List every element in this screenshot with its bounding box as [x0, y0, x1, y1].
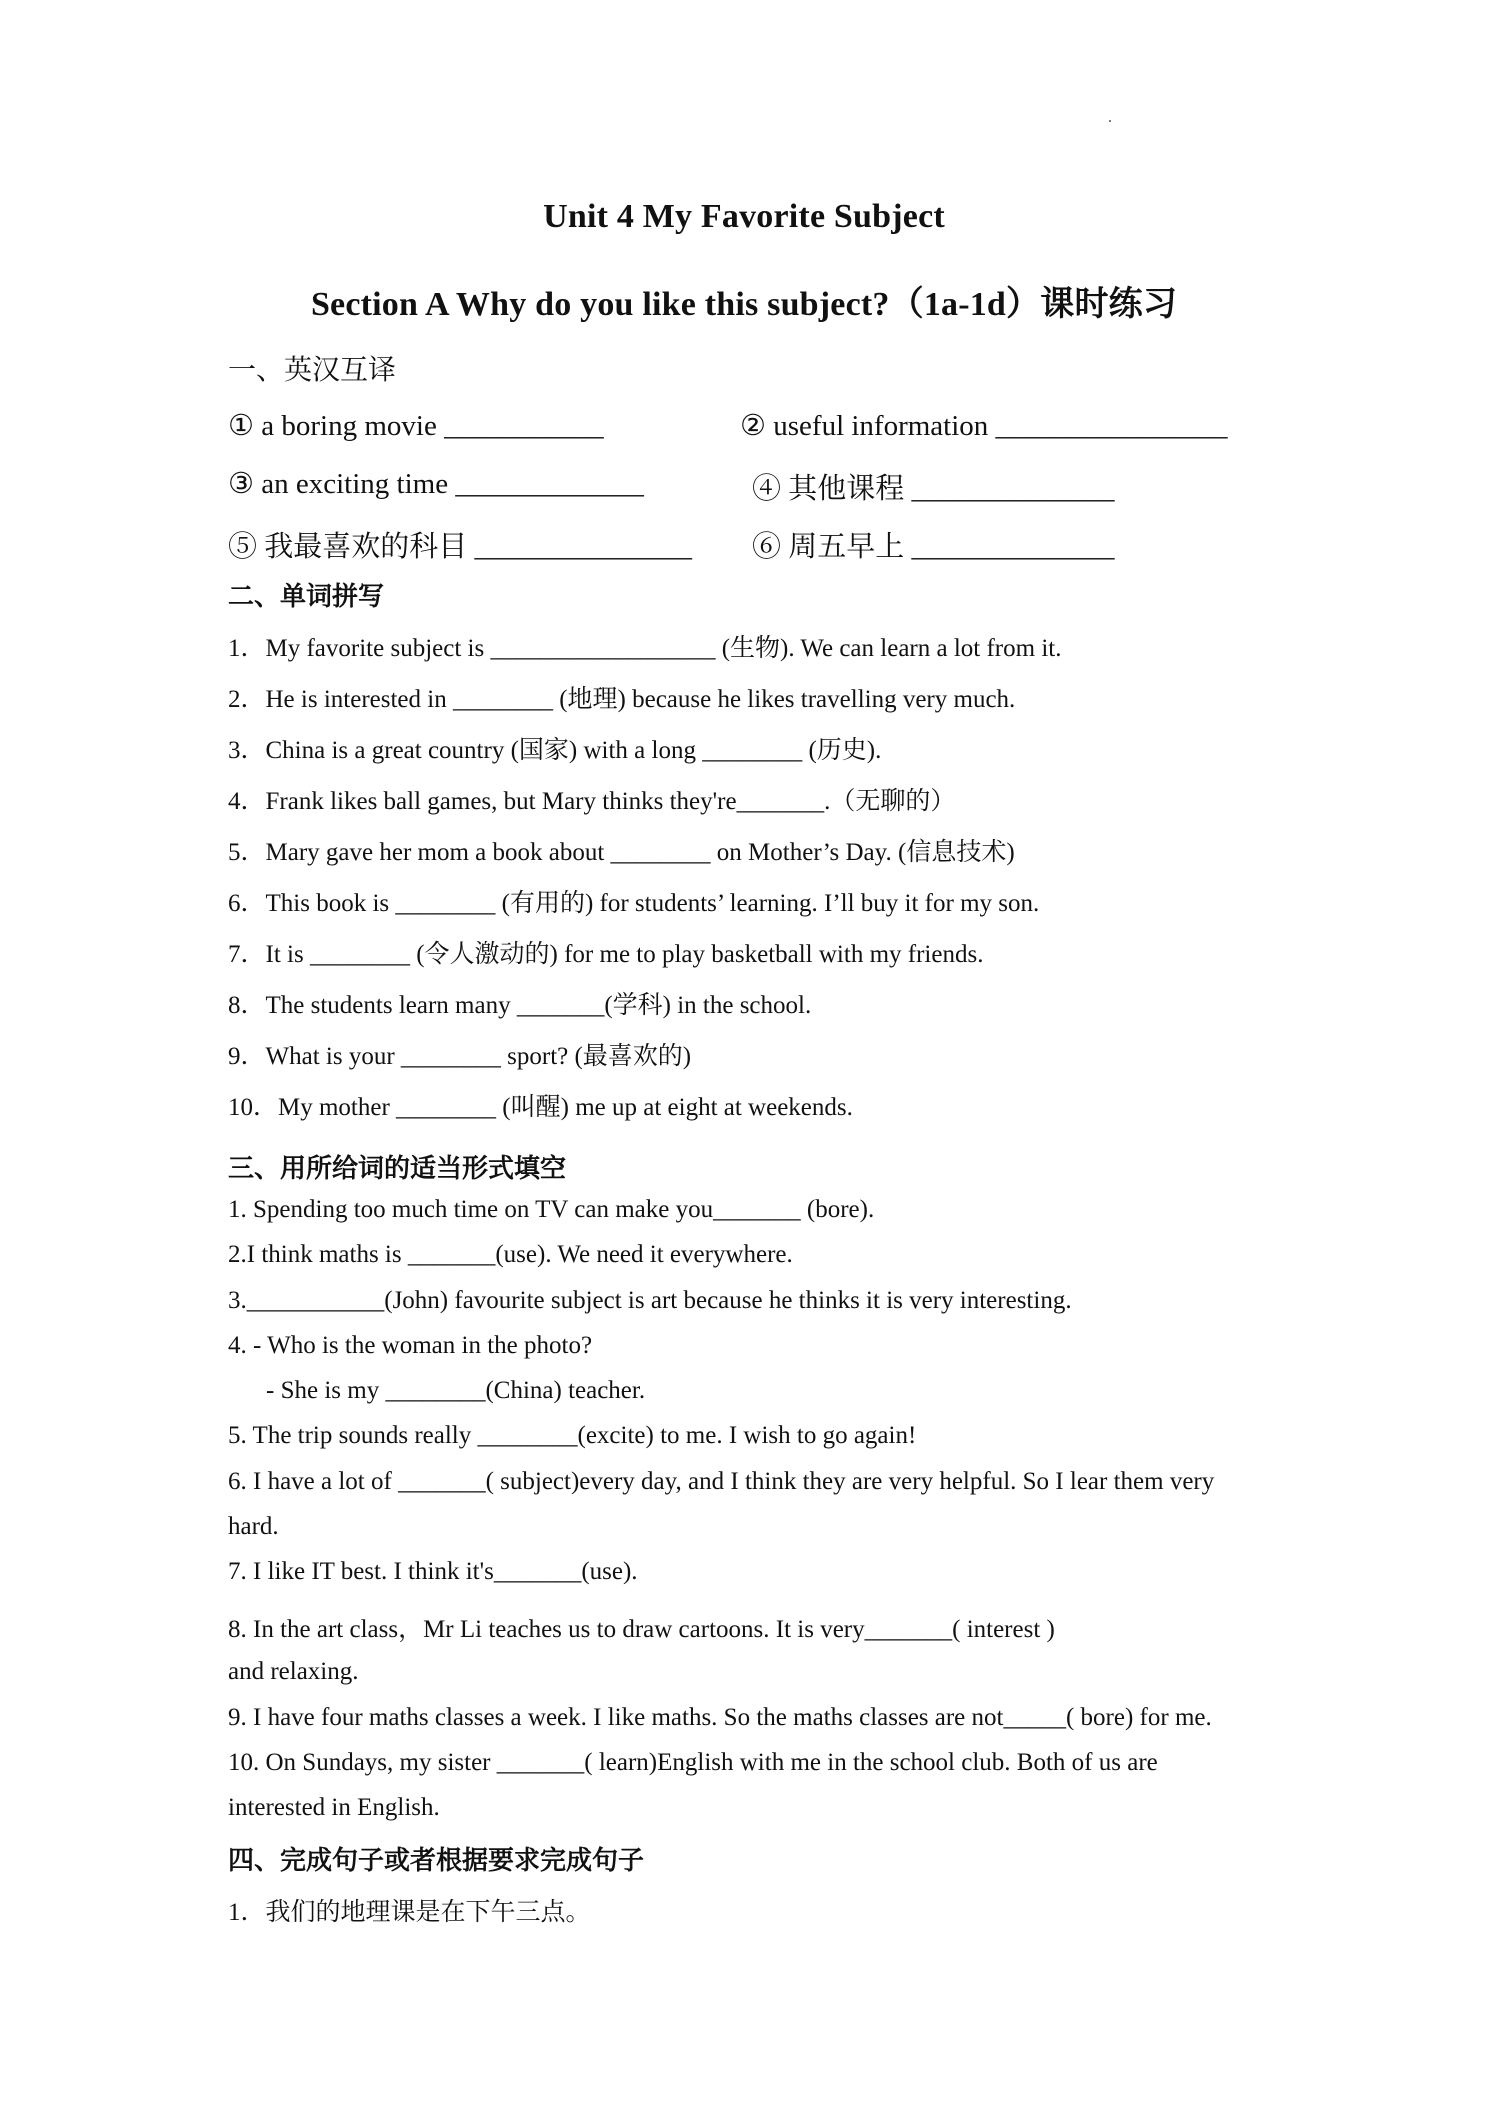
- form-item: 8. In the art class，Mr Li teaches us to draw cartoons. It is very_______( interest ): [228, 1616, 1055, 1643]
- spelling-item: 7．It is ________ (令人激动的) for me to play basketball with my friends.: [228, 941, 984, 968]
- form-item-continuation: hard.: [228, 1513, 279, 1540]
- spelling-item: 8．The students learn many _______(学科) in the school.: [228, 992, 812, 1019]
- spelling-item: 1．My favorite subject is __________________ (生物). We can learn a lot from it.: [228, 635, 1062, 662]
- spelling-item: 9．What is your ________ sport? (最喜欢的): [228, 1043, 692, 1070]
- stray-dot: [1109, 120, 1111, 122]
- form-item: 2.I think maths is _______(use). We need it everywhere.: [228, 1241, 793, 1268]
- form-item-continuation: interested in English.: [228, 1794, 440, 1821]
- form-item: 5. The trip sounds really ________(excite) to me. I wish to go again!: [228, 1422, 917, 1449]
- form-item-continuation: and relaxing.: [228, 1658, 359, 1685]
- translation-item: ⑥ 周五早上 ______________: [752, 531, 1115, 563]
- translation-item: ① a boring movie ___________: [228, 410, 604, 442]
- spelling-item: 6．This book is ________ (有用的) for students’ learning. I’ll buy it for my son.: [228, 890, 1040, 917]
- spelling-item: 2．He is interested in ________ (地理) because he likes travelling very much.: [228, 686, 1016, 713]
- page-title: Unit 4 My Favorite Subject: [543, 198, 945, 235]
- form-item: 4. - Who is the woman in the photo?: [228, 1332, 593, 1359]
- translation-item: ④ 其他课程 ______________: [752, 473, 1115, 505]
- form-item: 1. Spending too much time on TV can make you_______ (bore).: [228, 1196, 875, 1223]
- translation-item: ② useful information ________________: [740, 410, 1228, 442]
- spelling-item: 4．Frank likes ball games, but Mary thinks they're_______.（无聊的）: [228, 788, 956, 815]
- section-heading-word-forms: 三、用所给词的适当形式填空: [228, 1154, 567, 1184]
- form-item: 3.___________(John) favourite subject is art because he thinks it is very interesting.: [228, 1287, 1072, 1314]
- form-item: 10. On Sundays, my sister _______( learn)English with me in the school club. Both of us are: [228, 1749, 1158, 1776]
- sentence-item: 1．我们的地理课是在下午三点。: [228, 1899, 591, 1926]
- page-subtitle: Section A Why do you like this subject?（1a-1d）课时练习: [310, 286, 1178, 323]
- spelling-item: 10．My mother ________ (叫醒) me up at eight at weekends.: [228, 1094, 853, 1121]
- section-heading-spelling: 二、单词拼写: [228, 582, 385, 612]
- translation-item: ③ an exciting time _____________: [228, 468, 644, 500]
- form-item: 7. I like IT best. I think it's_______(use).: [228, 1558, 638, 1585]
- form-item: - She is my ________(China) teacher.: [266, 1377, 646, 1404]
- translation-item: ⑤ 我最喜欢的科目 _______________: [228, 531, 693, 563]
- spelling-item: 5．Mary gave her mom a book about ________ on Mother’s Day. (信息技术): [228, 839, 1015, 866]
- spelling-item: 3．China is a great country (国家) with a long ________ (历史).: [228, 737, 882, 764]
- section-heading-complete-sentences: 四、完成句子或者根据要求完成句子: [228, 1846, 645, 1876]
- form-item: 9. I have four maths classes a week. I like maths. So the maths classes are not_____( bore) for me.: [228, 1704, 1212, 1731]
- form-item: 6. I have a lot of _______( subject)every day, and I think they are very helpful. So I lear them very: [228, 1468, 1215, 1495]
- section-heading-translation: 一、英汉互译: [228, 353, 397, 386]
